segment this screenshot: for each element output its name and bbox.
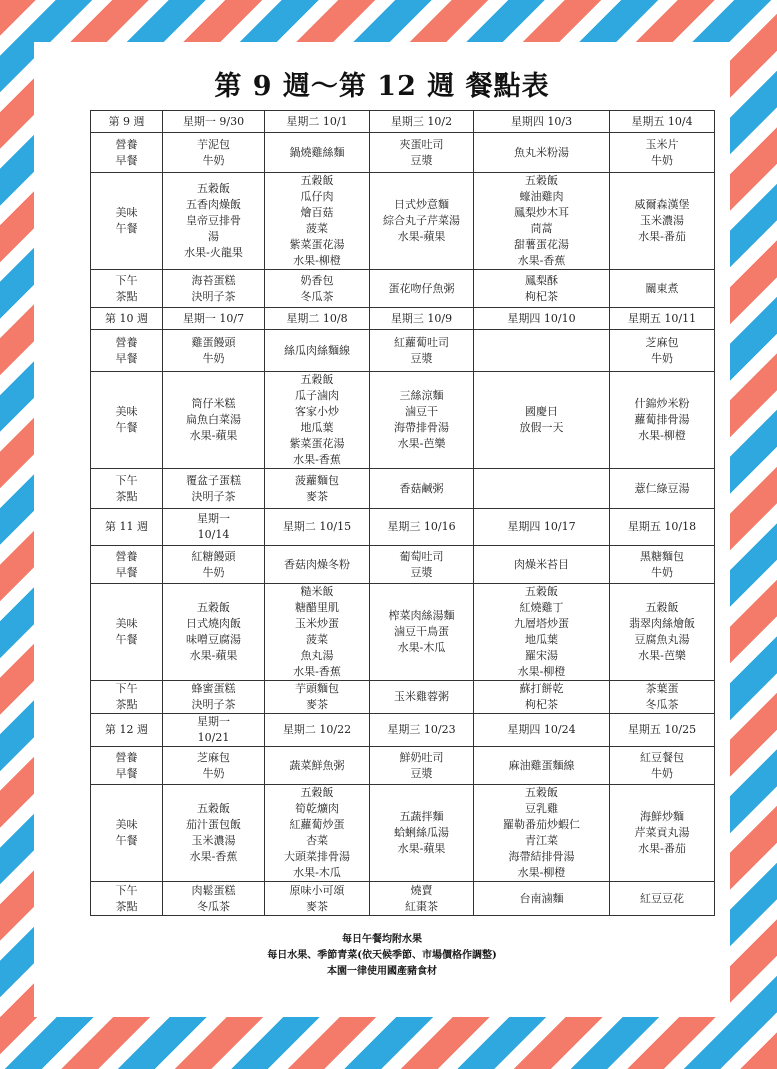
meal-cell: 五穀飯 五香肉燥飯 皇帝豆排骨 湯 水果-火龍果 xyxy=(163,173,265,270)
meal-cell: 芋頭麵包 麥茶 xyxy=(265,681,370,714)
meal-cell: 五穀飯 翡翠肉絲燴飯 豆腐魚丸湯 水果-芭樂 xyxy=(610,584,715,681)
meal-cell: 覆盆子蛋糕 決明子茶 xyxy=(163,469,265,509)
meal-cell: 五穀飯 豆乳雞 羅勒番茄炒蝦仁 青江菜 海帶結排骨湯 水果-柳橙 xyxy=(474,785,610,882)
day-header: 星期一 10/14 xyxy=(163,509,265,546)
meal-cell: 糙米飯 糖醋里肌 玉米炒蛋 菠菜 魚丸湯 水果-香蕉 xyxy=(265,584,370,681)
meal-cell: 蜂蜜蛋糕 決明子茶 xyxy=(163,681,265,714)
meal-cell: 什錦炒米粉 蘿蔔排骨湯 水果-柳橙 xyxy=(610,372,715,469)
footer-notes xyxy=(34,932,730,980)
meal-row-snack xyxy=(91,270,715,308)
meal-cell: 蘇打餅乾 枸杞茶 xyxy=(474,681,610,714)
day-header: 星期二 10/8 xyxy=(265,308,370,330)
meal-cell: 五穀飯 茄汁蛋包飯 玉米濃湯 水果-香蕉 xyxy=(163,785,265,882)
meal-cell: 蔬菜鮮魚粥 xyxy=(265,747,370,785)
meal-cell: 三絲涼麵 滷豆干 海帶排骨湯 水果-芭樂 xyxy=(370,372,474,469)
meal-cell: 日式炒意麵 綜合丸子芹菜湯 水果-蘋果 xyxy=(370,173,474,270)
meal-cell: 芝麻包 牛奶 xyxy=(163,747,265,785)
meal-row-morning xyxy=(91,546,715,584)
meal-cell: 台南滷麵 xyxy=(474,882,610,916)
meal-label: 營養 早餐 xyxy=(91,546,163,584)
meal-cell: 魚丸米粉湯 xyxy=(474,133,610,173)
page-title: 第 9 週～第 12 週 餐點表 xyxy=(214,71,550,102)
meal-cell: 麻油雞蛋麵線 xyxy=(474,747,610,785)
day-header: 星期四 10/3 xyxy=(474,111,610,133)
meal-cell: 五蔬拌麵 蛤蜊絲瓜湯 水果-蘋果 xyxy=(370,785,474,882)
week-label: 第 11 週 xyxy=(91,509,163,546)
week-header-row xyxy=(91,509,715,546)
meal-cell: 玉米片 牛奶 xyxy=(610,133,715,173)
day-header: 星期一 10/7 xyxy=(163,308,265,330)
footer-note: 每日午餐均附水果 xyxy=(342,934,422,945)
meal-label: 美味 午餐 xyxy=(91,584,163,681)
meal-cell: 五穀飯 蠔油雞肉 鳳梨炒木耳 茼蒿 甜薯蛋花湯 水果-香蕉 xyxy=(474,173,610,270)
meal-cell: 紅糖饅頭 牛奶 xyxy=(163,546,265,584)
meal-row-snack xyxy=(91,469,715,509)
meal-label: 下午 茶點 xyxy=(91,270,163,308)
meal-cell xyxy=(474,469,610,509)
meal-cell xyxy=(474,330,610,372)
meal-table xyxy=(90,110,715,916)
meal-cell: 筒仔米糕 扁魚白菜湯 水果-蘋果 xyxy=(163,372,265,469)
meal-cell: 香菇肉燥冬粉 xyxy=(265,546,370,584)
meal-row-lunch xyxy=(91,173,715,270)
meal-row-morning xyxy=(91,747,715,785)
meal-cell: 鳳梨酥 枸杞茶 xyxy=(474,270,610,308)
meal-cell: 夾蛋吐司 豆漿 xyxy=(370,133,474,173)
footer-note: 本園一律使用國產豬食材 xyxy=(327,966,437,977)
meal-cell: 紅豆餐包 牛奶 xyxy=(610,747,715,785)
meal-cell: 芋泥包 牛奶 xyxy=(163,133,265,173)
meal-label: 營養 早餐 xyxy=(91,747,163,785)
footer-note: 每日水果、季節青菜(依天候季節、市場價格作調整) xyxy=(267,950,497,961)
menu-sheet xyxy=(34,42,730,1017)
week-header-row xyxy=(91,714,715,747)
meal-cell: 茶葉蛋 冬瓜茶 xyxy=(610,681,715,714)
day-header: 星期三 10/23 xyxy=(370,714,474,747)
day-header: 星期五 10/4 xyxy=(610,111,715,133)
meal-cell: 五穀飯 筍乾爌肉 紅蘿蔔炒蛋 杏菜 大頭菜排骨湯 水果-木瓜 xyxy=(265,785,370,882)
week-header-row xyxy=(91,111,715,133)
meal-cell: 肉鬆蛋糕 冬瓜茶 xyxy=(163,882,265,916)
meal-cell: 菠蘿麵包 麥茶 xyxy=(265,469,370,509)
meal-label: 下午 茶點 xyxy=(91,681,163,714)
meal-cell: 威爾森漢堡 玉米濃湯 水果-番茄 xyxy=(610,173,715,270)
day-header: 星期一 10/21 xyxy=(163,714,265,747)
meal-cell: 玉米雞蓉粥 xyxy=(370,681,474,714)
day-header: 星期四 10/24 xyxy=(474,714,610,747)
meal-table-body xyxy=(91,111,715,916)
day-header: 星期二 10/22 xyxy=(265,714,370,747)
meal-cell: 海苔蛋糕 決明子茶 xyxy=(163,270,265,308)
day-header: 星期五 10/18 xyxy=(610,509,715,546)
day-header: 星期三 10/16 xyxy=(370,509,474,546)
meal-row-lunch xyxy=(91,785,715,882)
meal-cell: 五穀飯 日式燒肉飯 味噌豆腐湯 水果-蘋果 xyxy=(163,584,265,681)
day-header: 星期二 10/15 xyxy=(265,509,370,546)
day-header: 星期三 10/9 xyxy=(370,308,474,330)
meal-label: 營養 早餐 xyxy=(91,330,163,372)
meal-cell: 紅豆豆花 xyxy=(610,882,715,916)
meal-cell: 鮮奶吐司 豆漿 xyxy=(370,747,474,785)
day-header: 星期五 10/11 xyxy=(610,308,715,330)
day-header: 星期四 10/17 xyxy=(474,509,610,546)
day-header: 星期三 10/2 xyxy=(370,111,474,133)
meal-row-snack xyxy=(91,882,715,916)
meal-row-lunch xyxy=(91,584,715,681)
meal-cell: 燒賣 紅棗茶 xyxy=(370,882,474,916)
meal-cell: 國慶日 放假一天 xyxy=(474,372,610,469)
week-label: 第 9 週 xyxy=(91,111,163,133)
meal-cell: 五穀飯 紅燒雞丁 九層塔炒蛋 地瓜葉 羅宋湯 水果-柳橙 xyxy=(474,584,610,681)
week-label: 第 12 週 xyxy=(91,714,163,747)
day-header: 星期一 9/30 xyxy=(163,111,265,133)
meal-cell: 芝麻包 牛奶 xyxy=(610,330,715,372)
meal-label: 美味 午餐 xyxy=(91,785,163,882)
meal-cell: 紅蘿蔔吐司 豆漿 xyxy=(370,330,474,372)
meal-label: 美味 午餐 xyxy=(91,173,163,270)
meal-cell: 肉燥米苔目 xyxy=(474,546,610,584)
meal-cell: 奶香包 冬瓜茶 xyxy=(265,270,370,308)
meal-label: 下午 茶點 xyxy=(91,469,163,509)
meal-cell: 關東煮 xyxy=(610,270,715,308)
meal-label: 美味 午餐 xyxy=(91,372,163,469)
meal-cell: 蛋花吻仔魚粥 xyxy=(370,270,474,308)
meal-label: 營養 早餐 xyxy=(91,133,163,173)
meal-label: 下午 茶點 xyxy=(91,882,163,916)
meal-cell: 榨菜肉絲湯麵 滷豆干鳥蛋 水果-木瓜 xyxy=(370,584,474,681)
meal-row-morning xyxy=(91,330,715,372)
meal-cell: 絲瓜肉絲麵線 xyxy=(265,330,370,372)
day-header: 星期二 10/1 xyxy=(265,111,370,133)
meal-cell: 香菇鹹粥 xyxy=(370,469,474,509)
meal-row-morning xyxy=(91,133,715,173)
meal-cell: 五穀飯 瓜子滷肉 客家小炒 地瓜葉 紫菜蛋花湯 水果-香蕉 xyxy=(265,372,370,469)
meal-cell: 原味小可頌 麥茶 xyxy=(265,882,370,916)
meal-cell: 鍋燒雞絲麵 xyxy=(265,133,370,173)
week-label: 第 10 週 xyxy=(91,308,163,330)
meal-cell: 薏仁綠豆湯 xyxy=(610,469,715,509)
meal-row-snack xyxy=(91,681,715,714)
meal-cell: 雞蛋饅頭 牛奶 xyxy=(163,330,265,372)
meal-row-lunch xyxy=(91,372,715,469)
meal-cell: 葡萄吐司 豆漿 xyxy=(370,546,474,584)
meal-cell: 五穀飯 瓜仔肉 燴百菇 菠菜 紫菜蛋花湯 水果-柳橙 xyxy=(265,173,370,270)
week-header-row xyxy=(91,308,715,330)
meal-cell: 黑糖麵包 牛奶 xyxy=(610,546,715,584)
day-header: 星期四 10/10 xyxy=(474,308,610,330)
meal-cell: 海鮮炒麵 芹菜貢丸湯 水果-番茄 xyxy=(610,785,715,882)
day-header: 星期五 10/25 xyxy=(610,714,715,747)
